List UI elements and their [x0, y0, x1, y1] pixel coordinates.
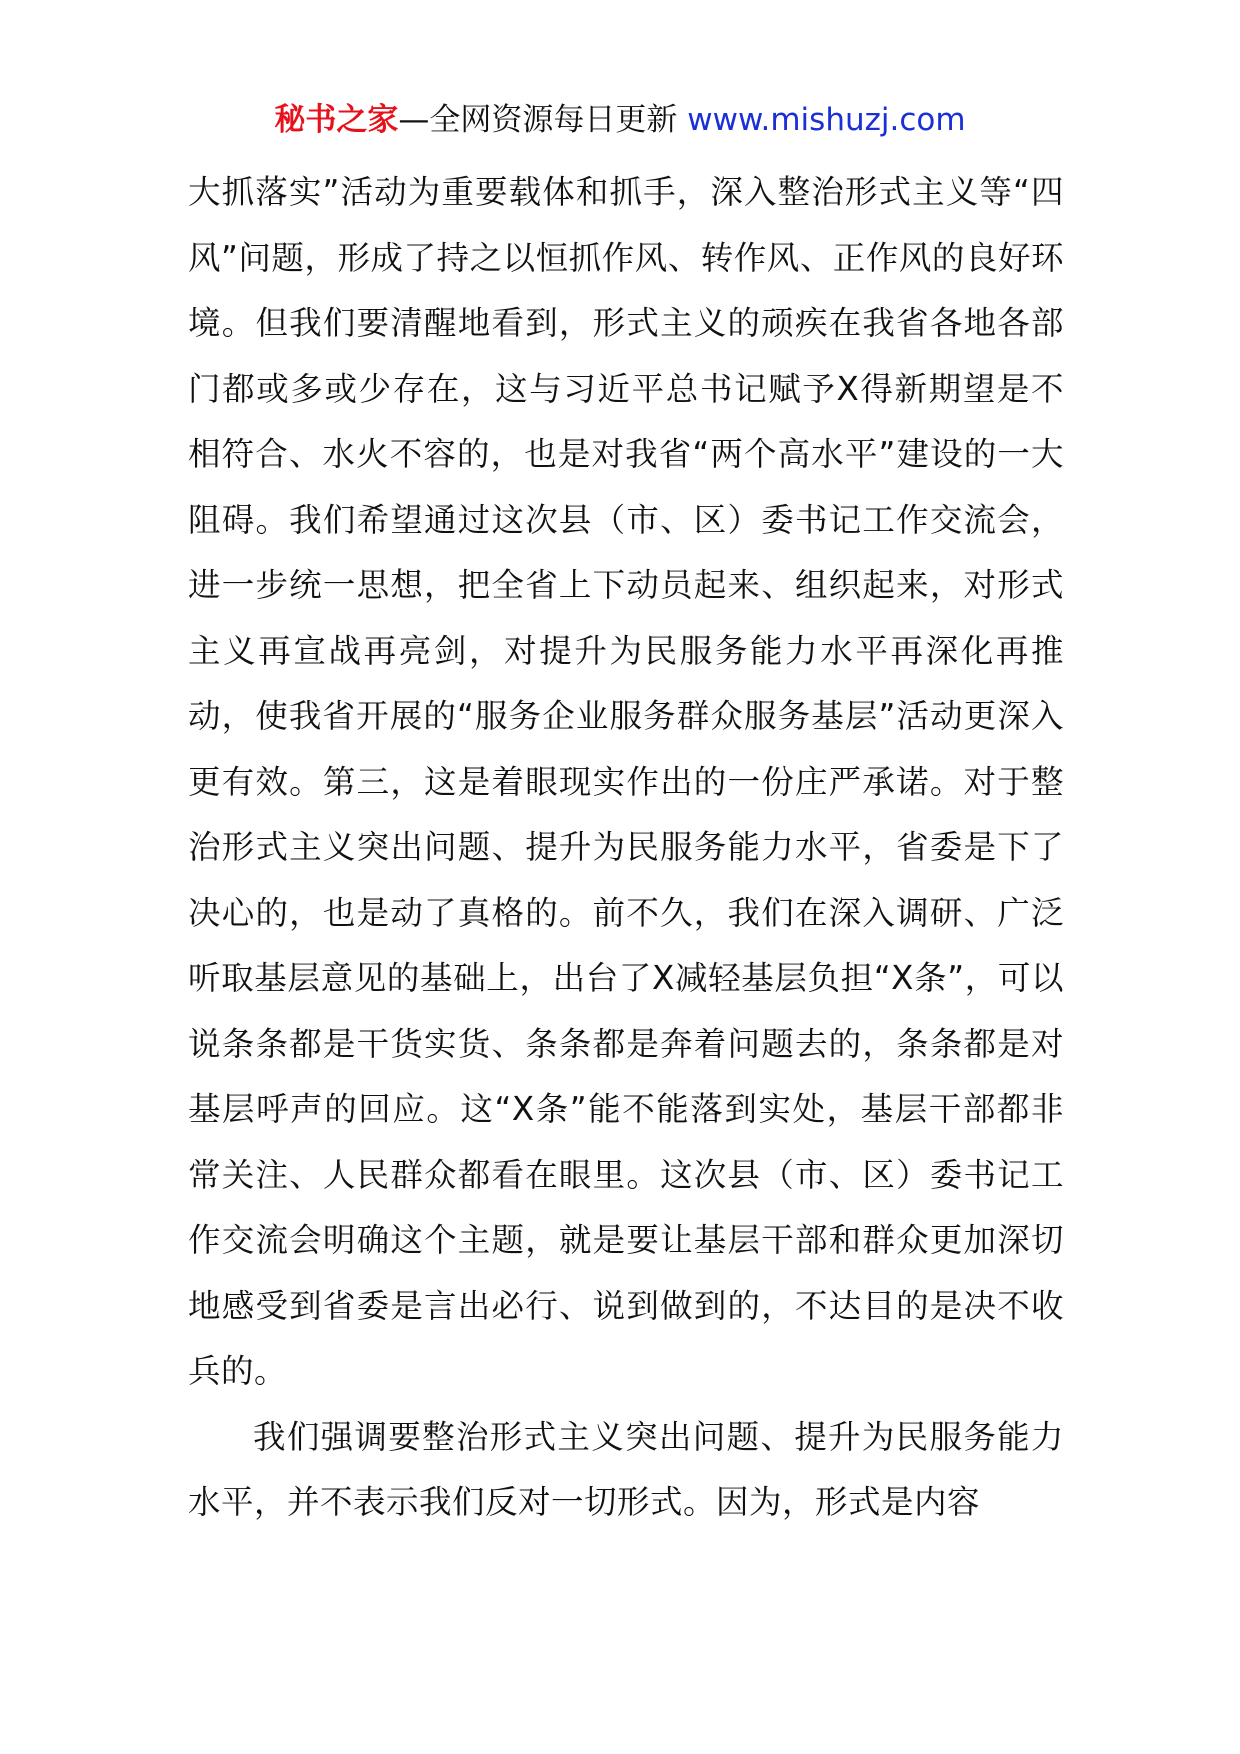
- document-body: [188, 160, 1064, 1536]
- paragraph: 我们强调要整治形式主义突出问题、提升为民服务能力水平，并不表示我们反对一切形式。因为，形式是内容: [188, 1417, 1064, 1521]
- brand-name: 秘书之家: [274, 102, 399, 138]
- site-header: [0, 98, 1240, 142]
- site-url-link[interactable]: www.mishuzj.com: [687, 102, 966, 138]
- header-tagline: —全网资源每日更新: [398, 102, 678, 138]
- paragraph-continued: 大抓落实”活动为重要载体和抓手，深入整治形式主义等“四风”问题，形成了持之以恒抓作风、转作风、正作风的良好环境。但我们要清醒地看到，形式主义的顽疾在我省各地各部门都或多或少存在，这与习近平总书记赋予X得新期望是不相符合、水火不容的，也是对我省“两个高水平”建设的一大阻碍。我们希望通过这次县（市、区）委书记工作交流会，进一步统一思想，把全省上下动员起来、组织起来，对形式主义再宣战再亮剑，对提升为民服务能力水平再深化再推动，使我省开展的“服务企业服务群众服务基层”活动更深入更有效。第三，这是着眼现实作出的一份庄严承诺。对于整治形式主义突出问题、提升为民服务能力水平，省委是下了决心的，也是动了真格的。前不久，我们在深入调研、广泛听取基层意见的基础上，出台了X减轻基层负担“X条”，可以说条条都是干货实货、条条都是奔着问题去的，条条都是对基层呼声的回应。这“X条”能不能落到实处，基层干部都非常关注、人民群众都看在眼里。这次县（市、区）委书记工作交流会明确这个主题，就是要让基层干部和群众更加深切地感受到省委是言出必行、说到做到的，不达目的是决不收兵的。: [188, 173, 1064, 1390]
